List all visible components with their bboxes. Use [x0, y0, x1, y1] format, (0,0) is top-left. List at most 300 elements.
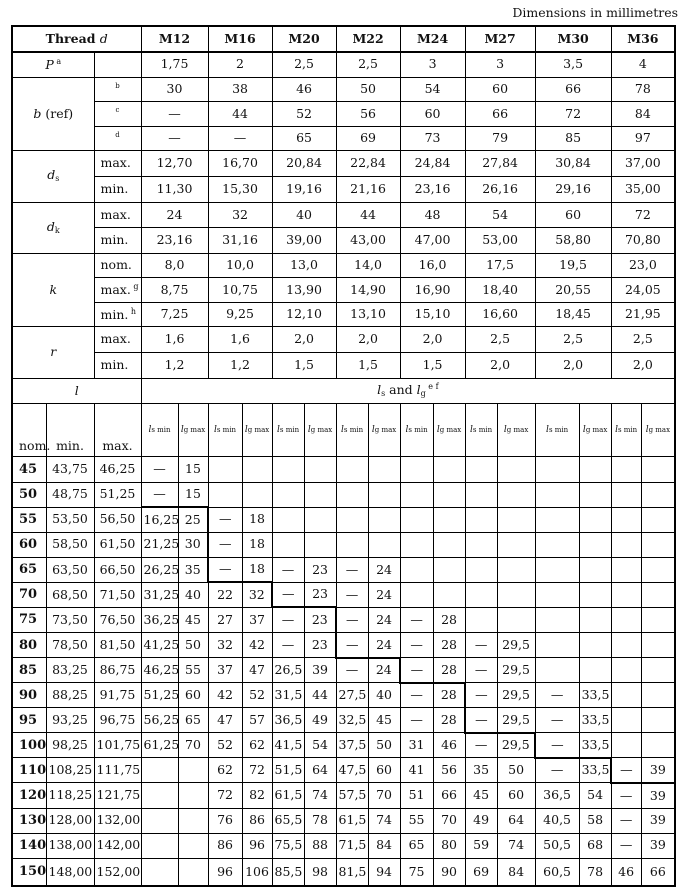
b-ref-value: 72	[535, 102, 611, 127]
lim-var: l	[436, 424, 440, 435]
ls-min-value: —	[535, 733, 579, 758]
size-header-m30: M30	[535, 26, 611, 52]
lg-max-value	[497, 507, 535, 532]
ls-min-value	[611, 507, 641, 532]
ls-min-value	[400, 507, 433, 532]
r-var: r	[50, 344, 57, 360]
ls-min-value	[400, 482, 433, 507]
lg-max-value: 78	[579, 858, 611, 886]
lg-max-value: 18	[242, 532, 272, 557]
size-header-m12: M12	[141, 26, 208, 52]
ls-lg-header	[141, 378, 675, 404]
ls-var: l	[377, 382, 382, 398]
lg-max-value	[242, 457, 272, 482]
ls-min-value	[336, 532, 368, 557]
lim-sub: g max	[585, 425, 608, 434]
lg-sub: g	[420, 389, 426, 399]
k-value: 16,90	[400, 278, 465, 303]
ls-min-value	[141, 833, 178, 858]
table-row	[12, 833, 675, 858]
lg-max-value	[641, 607, 675, 632]
kind-text: min.	[100, 181, 129, 197]
lg-max-value	[579, 482, 611, 507]
b-ref-value: 30	[141, 77, 208, 102]
lg-max-value: 40	[368, 683, 400, 708]
ls-min-value	[336, 507, 368, 532]
lg-max-value	[368, 482, 400, 507]
dk-value: 32	[208, 202, 272, 228]
ls-min-value: 36,5	[535, 783, 579, 808]
ls-min-value	[400, 457, 433, 482]
lg-max-value: 39	[641, 758, 675, 783]
r-value: 2,5	[465, 327, 535, 353]
table-row	[12, 532, 675, 557]
b-ref-value: —	[141, 126, 208, 151]
ls-min-value	[272, 507, 304, 532]
lg-max-value	[433, 482, 465, 507]
lg-max-header	[242, 404, 272, 457]
lg-max-value	[579, 507, 611, 532]
b-ref-value: 52	[272, 102, 336, 127]
lg-max-value	[641, 683, 675, 708]
ds-value: 27,84	[465, 151, 535, 177]
lim-var: l	[546, 424, 549, 435]
lg-max-value: 28	[433, 683, 465, 708]
lg-max-value: 50	[178, 633, 208, 658]
length-max: 91,75	[94, 683, 141, 708]
lg-max-value: 33,5	[579, 708, 611, 733]
lg-max-value	[497, 607, 535, 632]
ls-min-value: —	[400, 708, 433, 733]
pitch-value: 3	[400, 52, 465, 78]
lg-max-value: 60	[178, 683, 208, 708]
lg-max-value	[497, 482, 535, 507]
ls-min-value: 31	[400, 733, 433, 758]
length-min: 43,75	[46, 457, 94, 482]
length-nom: 95	[12, 708, 46, 733]
lg-max-value: 56	[433, 758, 465, 783]
lg-max-value: 28	[433, 633, 465, 658]
lg-max-value: 25	[178, 507, 208, 532]
length-max: 56,50	[94, 507, 141, 532]
ds-value: 30,84	[535, 151, 611, 177]
lg-max-value: 24	[368, 557, 400, 582]
r-value: 1,5	[400, 353, 465, 379]
b-ref-value: 79	[465, 126, 535, 151]
b-ref-value: —	[141, 102, 208, 127]
length-min: 48,75	[46, 482, 94, 507]
ls-min-value: —	[336, 607, 368, 632]
lg-max-value	[368, 507, 400, 532]
ds-value: 12,70	[141, 151, 208, 177]
lg-max-value: 29,5	[497, 708, 535, 733]
lg-max-value: 24	[368, 633, 400, 658]
length-max: 86,75	[94, 658, 141, 683]
lg-max-value	[641, 582, 675, 607]
ls-min-value	[611, 683, 641, 708]
k-value: 8,0	[141, 253, 208, 278]
ls-min-value	[465, 507, 497, 532]
ls-min-value: —	[272, 582, 304, 607]
dk-value: 43,00	[336, 228, 400, 254]
ls-min-value: —	[400, 607, 433, 632]
ls-min-value: 46,25	[141, 658, 178, 683]
ls-min-value: 72	[208, 783, 242, 808]
ls-min-value: —	[336, 633, 368, 658]
ls-min-value: 85,5	[272, 858, 304, 886]
ls-min-value: 27	[208, 607, 242, 632]
lg-max-value	[178, 858, 208, 886]
r-value: 2,0	[465, 353, 535, 379]
ls-min-header	[611, 404, 641, 457]
dk-label	[12, 202, 94, 253]
lim-sub: s min	[151, 425, 171, 434]
ls-min-value: 65,5	[272, 808, 304, 833]
lg-max-value: 88	[304, 833, 336, 858]
pitch-value: 3,5	[535, 52, 611, 78]
ls-min-value: —	[400, 633, 433, 658]
lg-max-value: 78	[304, 808, 336, 833]
ls-min-value	[611, 457, 641, 482]
dk-value: 54	[465, 202, 535, 228]
ls-min-value: 65	[400, 833, 433, 858]
length-max: 142,00	[94, 833, 141, 858]
length-max: 121,75	[94, 783, 141, 808]
table-row	[12, 151, 675, 177]
ls-min-value	[272, 482, 304, 507]
blank-cell	[94, 52, 141, 78]
ls-min-value: 31,25	[141, 582, 178, 607]
ls-min-header	[465, 404, 497, 457]
lim-sub: g max	[247, 425, 270, 434]
ls-min-value: 35	[465, 758, 497, 783]
ls-min-value: —	[272, 607, 304, 632]
r-value: 2,0	[611, 353, 675, 379]
r-value: 2,5	[535, 327, 611, 353]
lg-max-header	[497, 404, 535, 457]
dk-value: 47,00	[400, 228, 465, 254]
b-ref-value: 69	[336, 126, 400, 151]
ls-min-value: —	[400, 683, 433, 708]
length-min: 118,25	[46, 783, 94, 808]
dimensions-caption: Dimensions in millimetres	[512, 5, 678, 20]
length-nom: 150	[12, 858, 46, 886]
k-value: 20,55	[535, 278, 611, 303]
dk-sub: k	[54, 225, 60, 235]
ls-min-value	[400, 557, 433, 582]
length-min: 93,25	[46, 708, 94, 733]
lg-max-value: 42	[242, 633, 272, 658]
lim-sub: g max	[439, 425, 462, 434]
lg-max-value	[579, 607, 611, 632]
lg-max-value: 98	[304, 858, 336, 886]
r-kind	[94, 327, 141, 353]
ls-min-value: —	[535, 683, 579, 708]
lg-max-value: 18	[242, 557, 272, 582]
lg-max-value	[641, 658, 675, 683]
ls-min-value: —	[611, 833, 641, 858]
lg-max-value: 23	[304, 582, 336, 607]
ls-min-value	[611, 708, 641, 733]
ls-min-value	[535, 633, 579, 658]
lg-max-value: 70	[433, 808, 465, 833]
lg-max-value: 45	[178, 607, 208, 632]
and-text: and	[385, 382, 417, 398]
ls-min-value: —	[141, 457, 178, 482]
k-value: 16,60	[465, 302, 535, 327]
table-row	[12, 482, 675, 507]
table-row	[12, 52, 675, 78]
ls-min-value	[465, 482, 497, 507]
b-ref-value: 66	[535, 77, 611, 102]
length-max: 76,50	[94, 607, 141, 632]
ls-min-value: 41,25	[141, 633, 178, 658]
ls-min-value: 36,25	[141, 607, 178, 632]
ls-min-value: —	[208, 532, 242, 557]
ls-min-value	[465, 557, 497, 582]
pitch-value: 2	[208, 52, 272, 78]
pitch-var: P	[45, 56, 54, 72]
length-min: 138,00	[46, 833, 94, 858]
ls-min-value: 61,5	[336, 808, 368, 833]
lg-max-value: 106	[242, 858, 272, 886]
lg-max-value: 70	[178, 733, 208, 758]
lg-max-value: 29,5	[497, 733, 535, 758]
k-value: 15,10	[400, 302, 465, 327]
dk-value: 53,00	[465, 228, 535, 254]
ls-min-value: 60,5	[535, 858, 579, 886]
r-value: 1,6	[208, 327, 272, 353]
dimensions-table	[11, 25, 676, 887]
b-ref-value: 46	[272, 77, 336, 102]
table-row	[12, 228, 675, 254]
ls-min-value	[272, 457, 304, 482]
ls-min-value	[400, 532, 433, 557]
ls-min-value	[208, 457, 242, 482]
ls-min-value	[611, 532, 641, 557]
ls-min-header	[400, 404, 433, 457]
length-max: 46,25	[94, 457, 141, 482]
ls-min-value: 96	[208, 858, 242, 886]
length-nom: 45	[12, 457, 46, 482]
length-max: 132,00	[94, 808, 141, 833]
pitch-label	[12, 52, 94, 78]
ls-min-value: 36,5	[272, 708, 304, 733]
kind-text: min.	[100, 232, 129, 248]
lg-max-header	[433, 404, 465, 457]
ds-value: 20,84	[272, 151, 336, 177]
lg-max-value	[579, 582, 611, 607]
lim-sub: g max	[648, 425, 671, 434]
ls-min-value: —	[535, 758, 579, 783]
lg-max-value	[178, 808, 208, 833]
length-max: 152,00	[94, 858, 141, 886]
ls-min-value: 26,5	[272, 658, 304, 683]
ds-kind	[94, 151, 141, 177]
size-header-m36: M36	[611, 26, 675, 52]
ls-min-value: 55	[400, 808, 433, 833]
ls-min-value: 75	[400, 858, 433, 886]
dk-value: 23,16	[141, 228, 208, 254]
kind-text: max.	[100, 155, 131, 171]
ls-min-value	[465, 582, 497, 607]
ls-min-value: 51,5	[272, 758, 304, 783]
table-row	[12, 378, 675, 404]
table-row	[12, 327, 675, 353]
ls-min-value: 41,5	[272, 733, 304, 758]
table-row	[12, 278, 675, 303]
k-var: k	[49, 281, 58, 297]
lim-var: l	[307, 424, 311, 435]
lg-max-value	[242, 482, 272, 507]
lg-max-value: 44	[304, 683, 336, 708]
l-header	[12, 378, 141, 404]
k-value: 23,0	[611, 253, 675, 278]
lg-max-value	[579, 457, 611, 482]
kind-text: max.	[100, 206, 131, 222]
lg-max-value: 74	[304, 783, 336, 808]
dk-value: 58,80	[535, 228, 611, 254]
ds-value: 11,30	[141, 176, 208, 202]
lg-max-value: 23	[304, 557, 336, 582]
ds-value: 29,16	[535, 176, 611, 202]
length-nom: 120	[12, 783, 46, 808]
kind-text: max.	[100, 331, 131, 347]
length-min: 68,50	[46, 582, 94, 607]
kind-text: nom.	[100, 257, 132, 273]
lg-max-value	[641, 457, 675, 482]
lg-max-value: 30	[178, 532, 208, 557]
ls-min-value	[611, 658, 641, 683]
ls-min-value	[535, 507, 579, 532]
lg-max-value	[433, 507, 465, 532]
k-value: 10,75	[208, 278, 272, 303]
ds-sub: s	[55, 174, 60, 184]
ds-value: 37,00	[611, 151, 675, 177]
lg-max-value	[433, 457, 465, 482]
max-header: max.	[94, 404, 141, 457]
ds-value: 35,00	[611, 176, 675, 202]
k-value: 14,0	[336, 253, 400, 278]
lg-max-value: 39	[641, 833, 675, 858]
table-row	[12, 353, 675, 379]
b-suffix: (ref)	[41, 105, 74, 121]
ds-label	[12, 151, 94, 202]
k-kind	[94, 278, 141, 303]
ls-min-value	[535, 582, 579, 607]
k-value: 14,90	[336, 278, 400, 303]
lg-max-value	[641, 708, 675, 733]
length-nom: 80	[12, 633, 46, 658]
lg-max-value: 58	[579, 808, 611, 833]
table-row	[12, 683, 675, 708]
k-value: 21,95	[611, 302, 675, 327]
ls-min-value: —	[611, 783, 641, 808]
lg-max-value: 24	[368, 582, 400, 607]
lg-max-value: 23	[304, 633, 336, 658]
lg-max-value	[641, 557, 675, 582]
lim-var: l	[148, 424, 152, 435]
length-nom: 55	[12, 507, 46, 532]
table-row	[12, 77, 675, 102]
ls-min-value: 50,5	[535, 833, 579, 858]
thread-label: Thread	[45, 30, 100, 46]
lg-max-value	[178, 783, 208, 808]
b-ref-value: 84	[611, 102, 675, 127]
ds-value: 24,84	[400, 151, 465, 177]
lg-max-value: 39	[641, 783, 675, 808]
lg-max-value: 68	[579, 833, 611, 858]
lg-max-value: 90	[433, 858, 465, 886]
b-ref-label	[12, 77, 94, 151]
lg-max-value	[178, 758, 208, 783]
ls-min-value: —	[611, 808, 641, 833]
b-ref-value: 54	[400, 77, 465, 102]
k-value: 10,0	[208, 253, 272, 278]
ls-min-value: —	[336, 557, 368, 582]
ls-min-value: 76	[208, 808, 242, 833]
size-header-m20: M20	[272, 26, 336, 52]
lg-max-value: 28	[433, 708, 465, 733]
lg-max-value: 54	[304, 733, 336, 758]
ls-min-value: 61,5	[272, 783, 304, 808]
ls-min-value: 37	[208, 658, 242, 683]
k-value: 12,10	[272, 302, 336, 327]
ds-value: 23,16	[400, 176, 465, 202]
ls-min-value: —	[272, 633, 304, 658]
ls-min-value	[611, 633, 641, 658]
ls-min-value: 56,25	[141, 708, 178, 733]
dk-kind	[94, 228, 141, 254]
lg-max-value: 49	[304, 708, 336, 733]
size-header-m22: M22	[336, 26, 400, 52]
lim-var: l	[645, 424, 649, 435]
size-header-m24: M24	[400, 26, 465, 52]
ls-min-value	[400, 582, 433, 607]
ds-value: 16,70	[208, 151, 272, 177]
table-row	[12, 404, 675, 457]
lim-sub: g max	[374, 425, 397, 434]
r-value: 1,5	[336, 353, 400, 379]
ds-value: 19,16	[272, 176, 336, 202]
lim-sub: s min	[548, 425, 569, 434]
ls-min-value: —	[336, 658, 368, 683]
lim-var: l	[615, 424, 618, 435]
length-max: 101,75	[94, 733, 141, 758]
ls-min-value: 71,5	[336, 833, 368, 858]
ls-min-value: 31,5	[272, 683, 304, 708]
lg-var: l	[416, 382, 421, 398]
ls-min-header	[272, 404, 304, 457]
lg-max-value: 52	[242, 683, 272, 708]
r-value: 2,0	[336, 327, 400, 353]
lg-max-value	[304, 457, 336, 482]
r-kind	[94, 353, 141, 379]
r-value: 2,0	[400, 327, 465, 353]
length-nom: 140	[12, 833, 46, 858]
length-min: 148,00	[46, 858, 94, 886]
dk-value: 40	[272, 202, 336, 228]
lg-max-value: 39	[641, 808, 675, 833]
length-nom: 110	[12, 758, 46, 783]
lg-max-value: 55	[178, 658, 208, 683]
ds-kind	[94, 176, 141, 202]
length-min: 128,00	[46, 808, 94, 833]
ls-min-value: —	[141, 482, 178, 507]
ls-min-value	[208, 482, 242, 507]
r-value: 2,5	[611, 327, 675, 353]
ls-min-value	[535, 482, 579, 507]
